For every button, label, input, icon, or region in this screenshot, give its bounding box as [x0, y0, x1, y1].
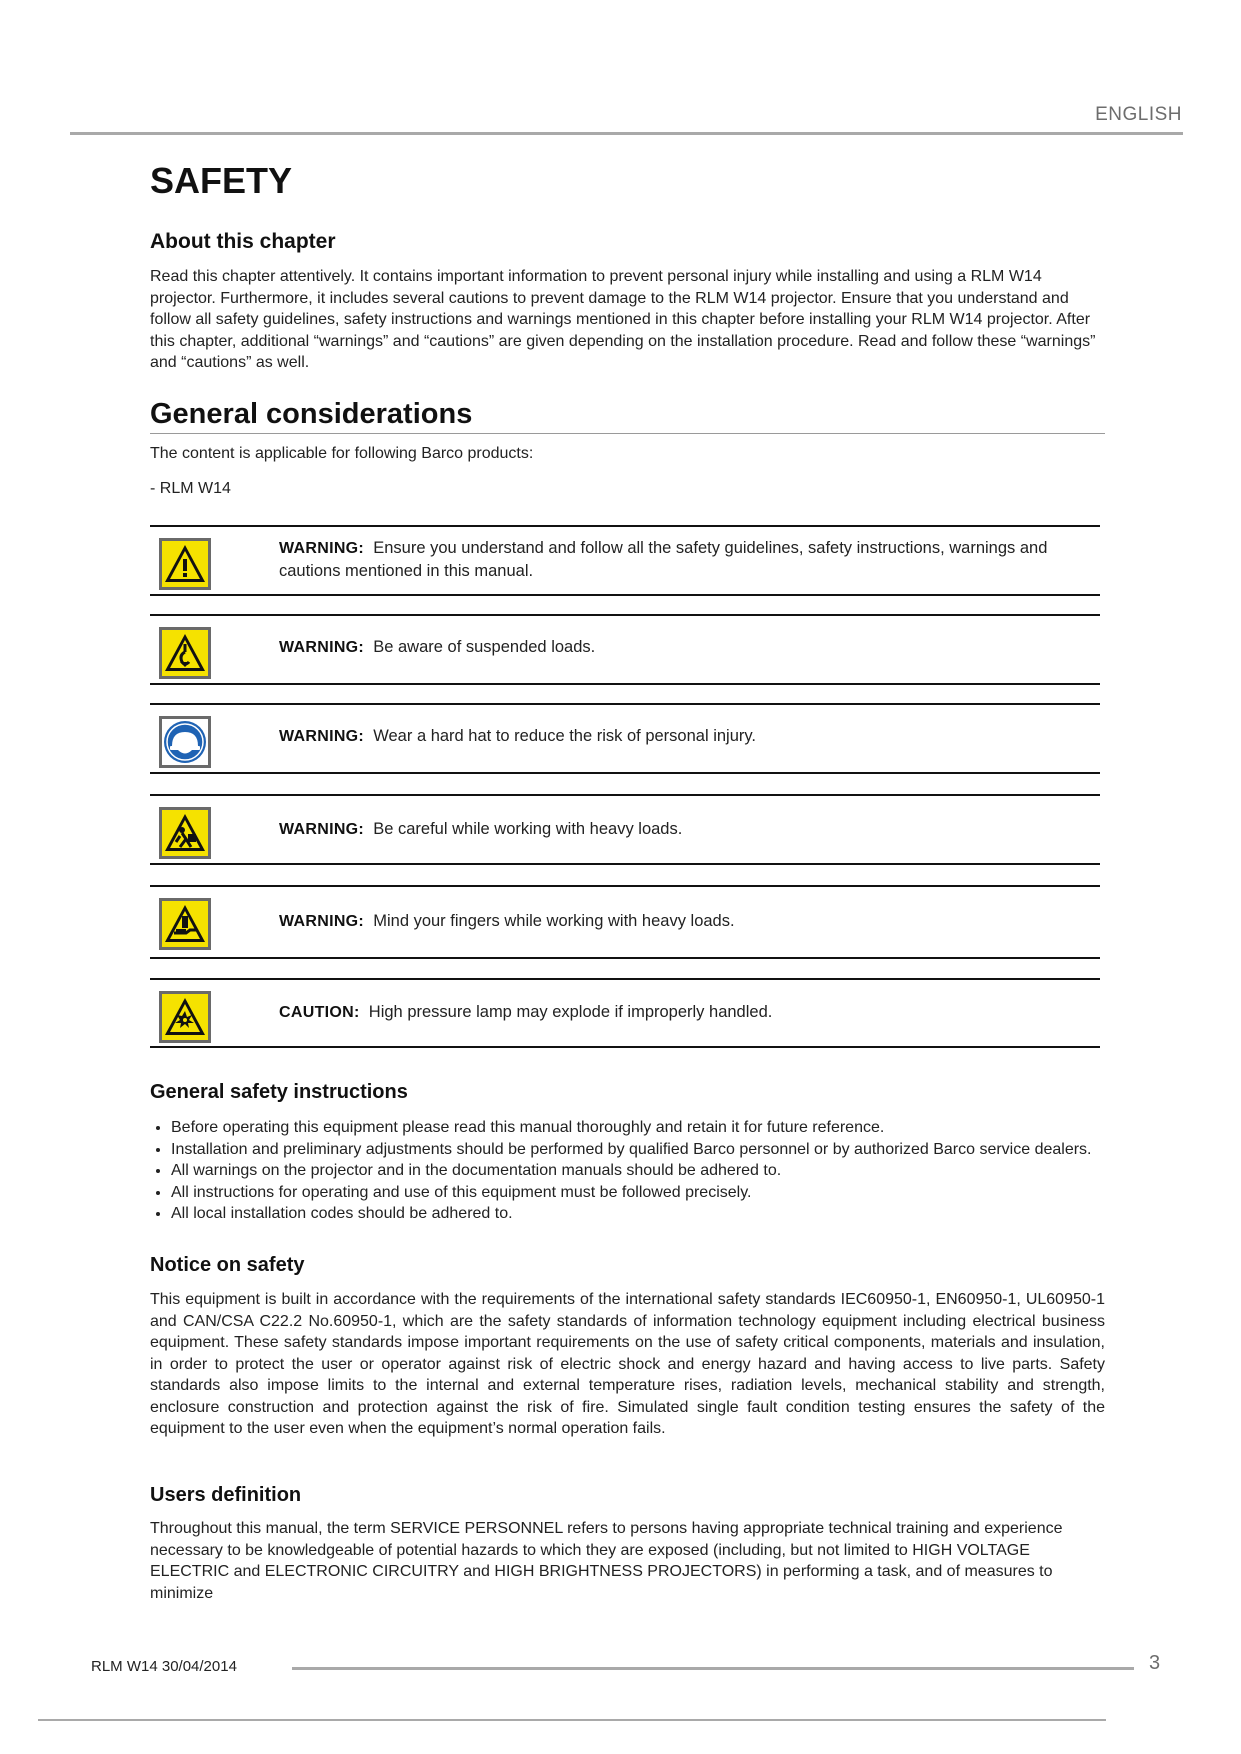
notice-text: Be careful while working with heavy loads.: [373, 820, 683, 838]
language-label: ENGLISH: [1095, 104, 1182, 125]
notice-content: [279, 1001, 1079, 1024]
bottom-divider: [38, 1719, 1106, 1721]
notice-label: WARNING:: [279, 639, 365, 656]
hard-hat-icon: [158, 715, 212, 769]
crush-hazard-icon: [158, 897, 212, 951]
notice-text: Mind your fingers while working with heavy loads.: [373, 912, 735, 930]
general-intro: The content is applicable for following Barco products:: [150, 445, 534, 462]
users-paragraph: Throughout this manual, the term SERVICE PERSONNEL refers to persons having appropriate technical training and experience necessary to be knowledgeable of potential hazards to which they are exposed (including, but not limited to HIGH VOLTAGE ELECTRIC and ELECTRONIC CIRCUITRY and HIGH BRIGHTNESS PROJECTORS) in performing a task, and of measures to minimize: [150, 1520, 1063, 1602]
footer-doc-info: RLM W14 30/04/2014: [91, 1658, 237, 1675]
notice-label: CAUTION:: [279, 1004, 360, 1021]
warning-triangle-icon: [158, 537, 212, 591]
suspended-load-icon: [158, 626, 212, 680]
notice-on-safety-paragraph: This equipment is built in accordance with the requirements of the international safety standards IEC60950-1, EN60950-1, UL60950-1 and CAN/CSA C22.2 No.60950-1, which are the safety standards of information technology equipment including electrical business equipment. These safety standards impose important requirements on the use of safety critical components, materials and insulation, in order to protect the user or operator against risk of electric shock and energy hazard and having access to live parts. Safety standards also impose limits to the internal and external temperature rises, radiation levels, mechanical stability and strength, enclosure construction and protection against the risk of fire. Simulated single fault condition testing ensures the safety of the equipment to the user even when the equipment’s normal operation fails.: [150, 1291, 1105, 1437]
notice-box: [150, 980, 1100, 1048]
notice-rule: [150, 683, 1100, 685]
list-item: • All warnings on the projector and in the documentation manuals should be adhered to.: [171, 1160, 1111, 1182]
general-heading: General considerations: [150, 398, 473, 430]
notice-content: [279, 910, 1079, 933]
list-item: • Before operating this equipment please read this manual thoroughly and retain it for future reference.: [171, 1117, 1111, 1139]
notice-text: Wear a hard hat to reduce the risk of personal injury.: [373, 727, 756, 745]
notice-box: [150, 887, 1100, 955]
heavy-load-icon: [158, 806, 212, 860]
list-item: • Installation and preliminary adjustments should be performed by qualified Barco personnel or by authorized Barco service dealers.: [171, 1139, 1111, 1161]
notice-label: WARNING:: [279, 540, 365, 557]
notice-label: WARNING:: [279, 728, 365, 745]
notice-label: WARNING:: [279, 821, 365, 838]
notice-rule: [150, 594, 1100, 596]
footer-divider: [292, 1667, 1134, 1670]
instructions-heading: General safety instructions: [150, 1081, 408, 1103]
notice-content: [279, 818, 1079, 841]
about-heading: About this chapter: [150, 230, 336, 253]
chapter-title: SAFETY: [150, 160, 293, 201]
notice-content: [279, 537, 1079, 582]
explosion-hazard-icon: [158, 990, 212, 1044]
notice-box: [150, 527, 1100, 595]
about-paragraph: Read this chapter attentively. It contains important information to prevent personal injury while installing and using a RLM W14 projector. Furthermore, it includes several cautions to prevent damage to the RLM W14 projector. Ensure that you understand and follow all safety guidelines, safety instructions and warnings mentioned in this chapter before installing your RLM W14 projector. After this chapter, additional “warnings” and “cautions” are given depending on the installation procedure. Read and follow these “warnings” and “cautions” as well.: [150, 268, 1096, 371]
instructions-list: [150, 1117, 1111, 1225]
notice-text: High pressure lamp may explode if improperly handled.: [368, 1003, 773, 1021]
notice-text: Ensure you understand and follow all the safety guidelines, safety instructions, warnings and cautions mentioned in this manual.: [279, 539, 1048, 580]
list-item: • All instructions for operating and use of this equipment must be followed precisely.: [171, 1182, 1111, 1204]
notice-rule: [150, 772, 1100, 774]
notice-on-safety-heading: Notice on safety: [150, 1254, 305, 1276]
notice-rule: [150, 1046, 1100, 1048]
notice-rule: [150, 863, 1100, 865]
notice-box: [150, 705, 1100, 773]
notice-box: [150, 616, 1100, 684]
notice-rule: [150, 957, 1100, 959]
product-item: - RLM W14: [150, 480, 231, 497]
general-heading-rule: [150, 433, 1105, 434]
notice-text: Be aware of suspended loads.: [373, 638, 596, 656]
list-item: • All local installation codes should be adhered to.: [171, 1203, 1111, 1225]
users-heading: Users definition: [150, 1484, 302, 1506]
notice-content: [279, 636, 1079, 659]
page-number: 3: [1149, 1652, 1161, 1674]
notice-label: WARNING:: [279, 913, 365, 930]
notice-content: [279, 725, 1079, 748]
notice-box: [150, 796, 1100, 864]
header-divider: [70, 132, 1183, 135]
